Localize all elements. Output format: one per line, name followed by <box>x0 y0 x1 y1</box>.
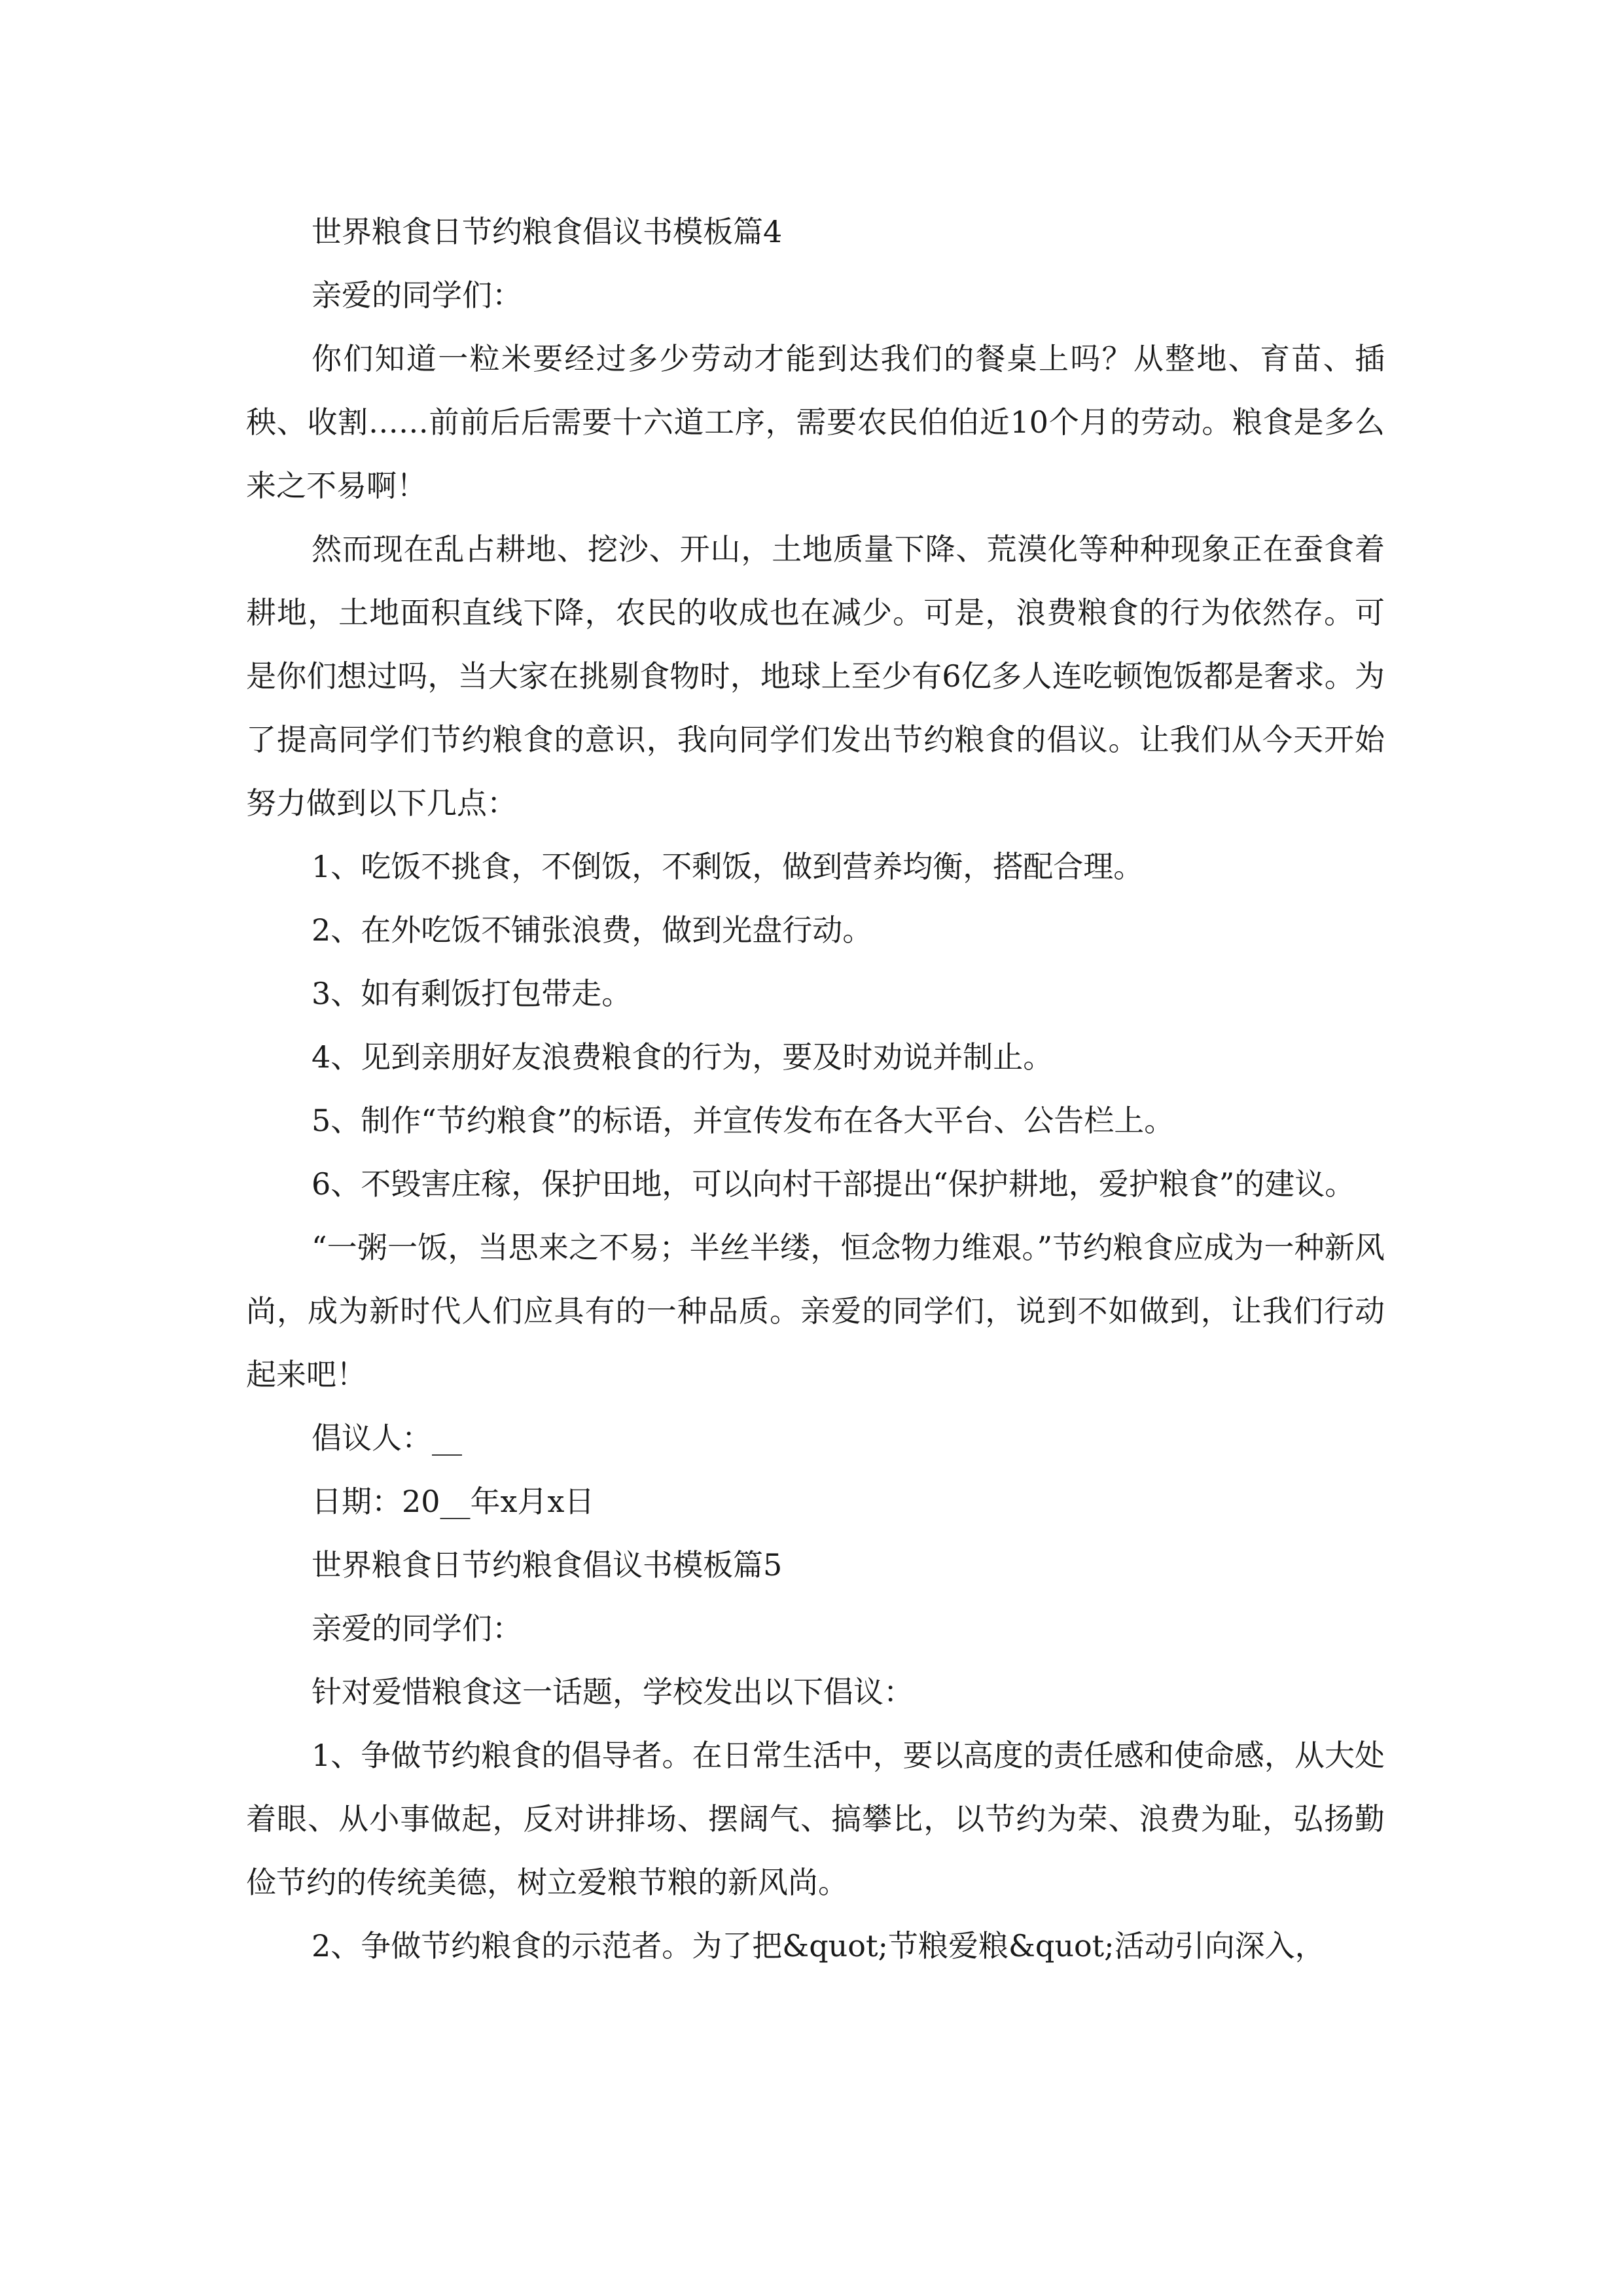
list-item: 6、不毁害庄稼，保护田地，可以向村干部提出“保护耕地，爱护粮食”的建议。 <box>312 1166 1355 1202</box>
list-item: 4、见到亲朋好友浪费粮食的行为，要及时劝说并制止。 <box>312 1039 1054 1075</box>
list-item: 1、争做节约粮食的倡导者。在日常生活中，要以高度的责任感和使命感，从大处着眼、从小事做起，反对讲排场、摆阔气、搞攀比，以节约为荣、浪费为耻，弘扬勤俭节约的传统美德，树立爱粮节粮的新风尚。 <box>246 1738 1385 1900</box>
paragraph: 然而现在乱占耕地、挖沙、开山，土地质量下降、荒漠化等种种现象正在蚕食着耕地，土地面积直线下降，农民的收成也在减少。可是，浪费粮食的行为依然存。可是你们想过吗，当大家在挑剔食物时，地球上至少有6亿多人连吃顿饱饭都是奢求。为了提高同学们节约粮食的意识，我向同学们发出节约粮食的倡议。让我们从今天开始努力做到以下几点： <box>246 531 1385 821</box>
list-item: 1、吃饭不挑食，不倒饭，不剩饭，做到营养均衡，搭配合理。 <box>312 849 1144 884</box>
document-body <box>246 200 1385 1978</box>
date-line: 日期：20__年x月x日 <box>312 1484 595 1519</box>
paragraph: 你们知道一粒米要经过多少劳动才能到达我们的餐桌上吗？从整地、育苗、插秧、收割……前前后后需要十六道工序，需要农民伯伯近10个月的劳动。粮食是多么来之不易啊！ <box>246 341 1385 503</box>
list-item: 5、制作“节约粮食”的标语，并宣传发布在各大平台、公告栏上。 <box>312 1103 1175 1138</box>
proposer-line: 倡议人：__ <box>312 1420 462 1456</box>
paragraph: “一粥一饭，当思来之不易；半丝半缕，恒念物力维艰。”节约粮食应成为一种新风尚，成为新时代人们应具有的一种品质。亲爱的同学们，说到不如做到，让我们行动起来吧！ <box>246 1230 1385 1392</box>
section-title: 世界粮食日节约粮食倡议书模板篇4 <box>312 214 783 249</box>
paragraph: 针对爱惜粮食这一话题，学校发出以下倡议： <box>312 1674 914 1710</box>
greeting: 亲爱的同学们： <box>312 1611 522 1646</box>
greeting: 亲爱的同学们： <box>312 278 522 313</box>
list-item: 2、争做节约粮食的示范者。为了把&quot;节粮爱粮&quot;活动引向深入， <box>312 1928 1325 1964</box>
list-item: 3、如有剩饭打包带走。 <box>312 976 632 1011</box>
list-item: 2、在外吃饭不铺张浪费，做到光盘行动。 <box>312 912 873 948</box>
section-title: 世界粮食日节约粮食倡议书模板篇5 <box>312 1547 783 1583</box>
